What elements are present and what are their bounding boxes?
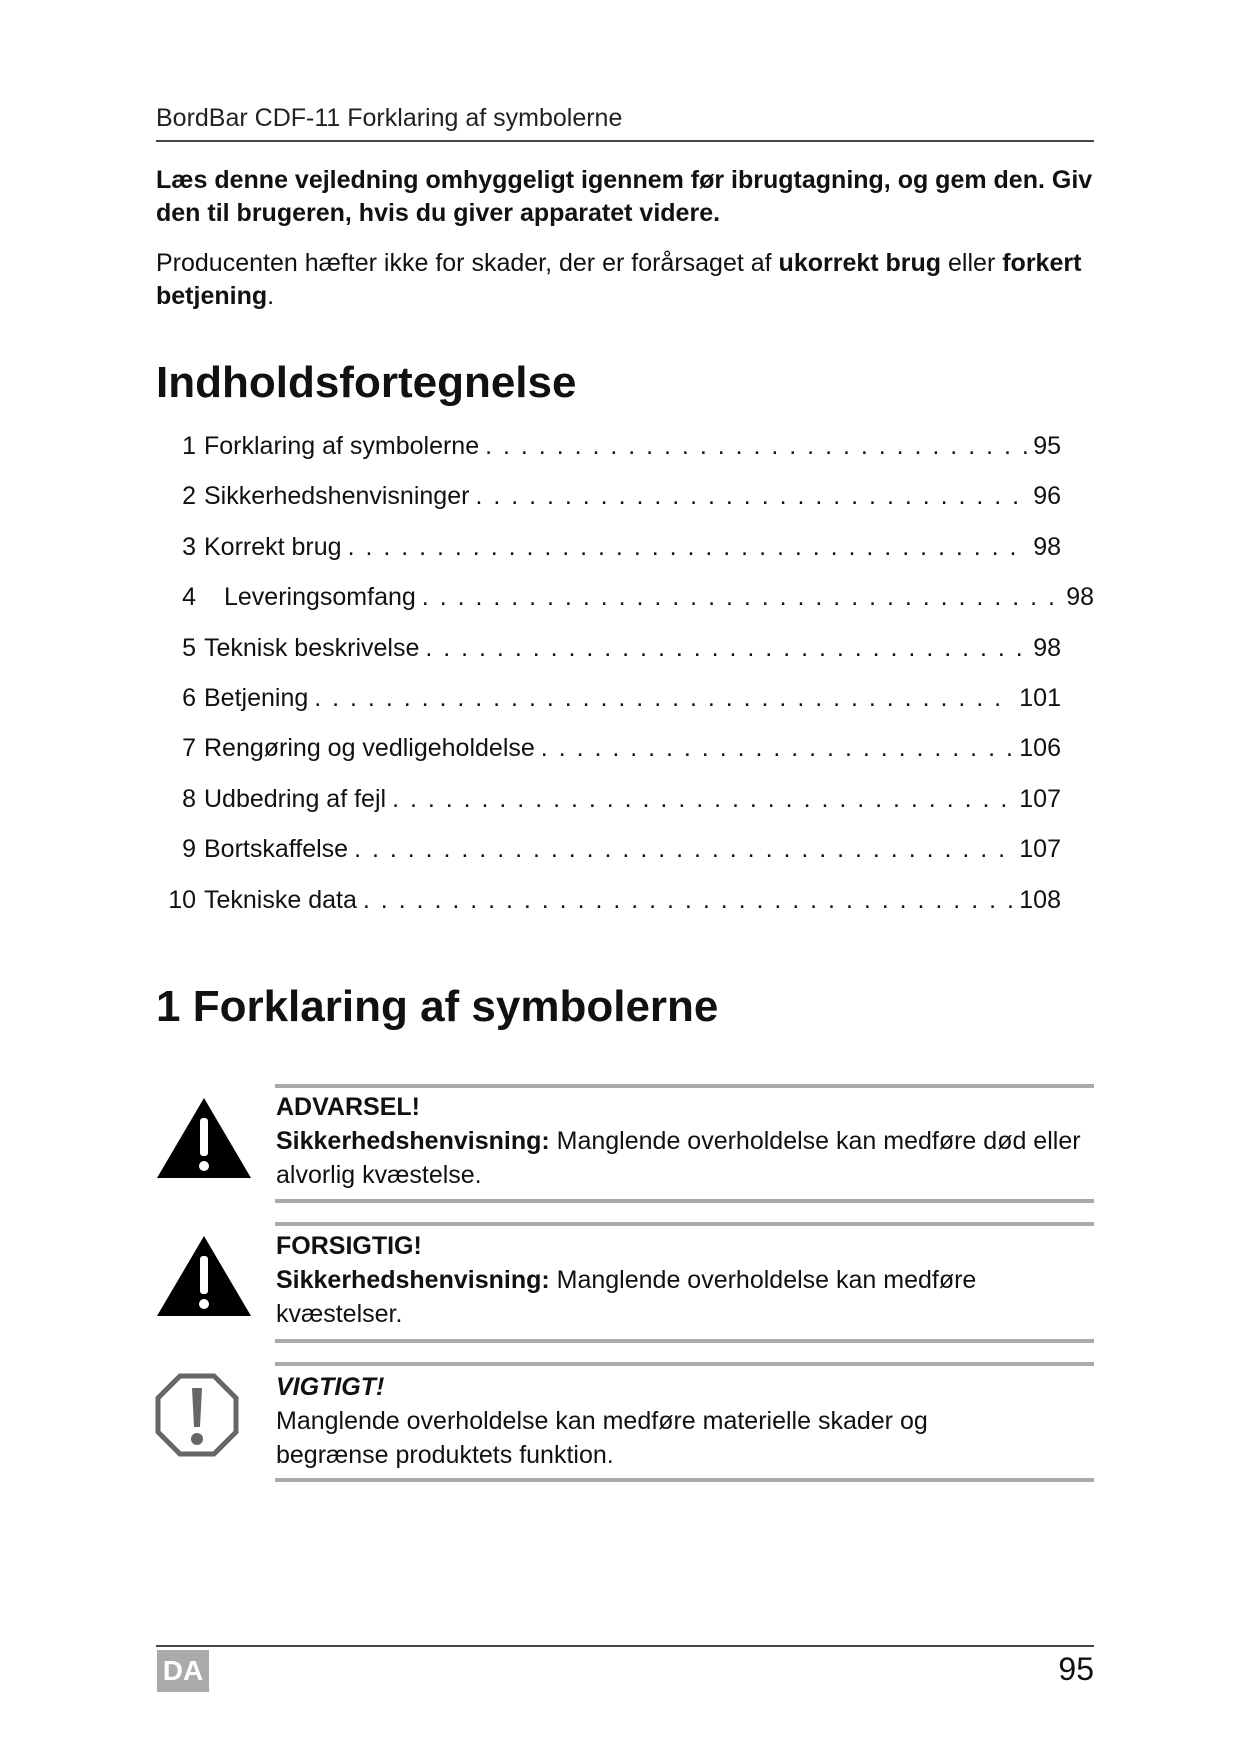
toc-item-number: 10 [168, 885, 196, 914]
note-vigtigt [276, 1370, 1096, 1472]
toc-leader-dots [348, 533, 1028, 562]
note-body: Manglende overholdelse kan medføre materielle skader og begrænse produktets funktion. [276, 1407, 928, 1469]
note-title: ADVARSEL! [276, 1093, 420, 1121]
toc-item-number: 7 [182, 734, 196, 763]
toc-item[interactable] [156, 886, 1061, 926]
toc-item-number: 5 [182, 633, 196, 662]
note-bottom-rule [275, 1199, 1094, 1203]
toc-heading: Indholdsfortegnelse [156, 358, 577, 407]
toc-item[interactable] [156, 785, 1061, 825]
toc-leader-dots [354, 835, 1013, 864]
note-body [276, 1263, 1096, 1331]
toc-item-page: 107 [1019, 784, 1061, 813]
toc-item-label: Teknisk beskrivelse [204, 633, 420, 662]
toc-item[interactable] [156, 482, 1061, 522]
toc-item-page: 98 [1033, 633, 1061, 662]
toc-item-page: 101 [1019, 684, 1061, 712]
note-top-rule [275, 1222, 1094, 1226]
note-forsigtig [276, 1229, 1096, 1331]
liability-prefix: Producenten hæfter ikke for skader, der er forårsaget af [156, 249, 779, 277]
toc-item-label: Rengøring og vedligeholdelse [204, 734, 535, 763]
toc-item[interactable] [156, 684, 1061, 724]
toc-item-number: 4 [182, 583, 196, 612]
toc-item[interactable] [156, 432, 1061, 472]
toc-leader-dots [422, 583, 1060, 612]
toc-item-number: 1 [182, 432, 196, 460]
toc-item-page: 108 [1019, 885, 1061, 914]
toc-item-page: 106 [1019, 734, 1061, 763]
note-top-rule [275, 1362, 1094, 1366]
footer-rule [156, 1645, 1094, 1647]
toc-item-number: 3 [182, 532, 196, 561]
toc-leader-dots [425, 634, 1027, 663]
note-bottom-rule [275, 1478, 1094, 1482]
toc-item[interactable] [156, 734, 1061, 774]
toc-item-label: Korrekt brug [204, 532, 342, 561]
note-body [276, 1124, 1096, 1192]
language-tab: DA [157, 1650, 209, 1692]
toc-item-page: 98 [1066, 583, 1094, 612]
section-1-heading: 1 Forklaring af symbolerne [156, 982, 719, 1031]
toc-item-label: Tekniske data [204, 885, 357, 914]
toc-item-page: 107 [1019, 835, 1061, 864]
toc-item-number: 2 [182, 482, 196, 511]
notice-octagon-icon [155, 1373, 239, 1457]
liability-bold-2: forkert betjening [156, 249, 1082, 310]
toc-leader-dots [363, 886, 1013, 915]
running-header: BordBar CDF-11 Forklaring af symbolerne [156, 104, 623, 132]
toc-leader-dots [392, 785, 1013, 814]
note-title: FORSIGTIG! [276, 1232, 422, 1260]
note-lead: Sikkerhedshenvisning: [276, 1127, 550, 1155]
note-advarsel [276, 1090, 1096, 1192]
toc-item-page: 96 [1033, 482, 1061, 511]
toc-item[interactable] [156, 634, 1061, 674]
note-bottom-rule [275, 1339, 1094, 1343]
toc-item-number: 6 [182, 684, 196, 712]
toc-item[interactable] [156, 533, 1061, 573]
toc-item-label: Udbedring af fejl [204, 784, 387, 813]
header-rule [156, 140, 1094, 142]
warning-triangle-icon [155, 1096, 253, 1180]
toc-leader-dots [485, 432, 1027, 461]
note-text: Manglende overholdelse kan medføre død eller alvorlig kvæstelse. [276, 1127, 1081, 1189]
toc-leader-dots [541, 734, 1014, 763]
note-title: VIGTIGT! [276, 1373, 385, 1401]
toc-leader-dots [314, 684, 1013, 713]
toc-item-label: Sikkerhedshenvisninger [204, 482, 470, 511]
toc-item-number: 8 [182, 784, 196, 813]
note-text: Manglende overholdelse kan medføre kvæstelser. [276, 1266, 977, 1328]
intro-warning-text: Læs denne vejledning omhyggeligt igennem før ibrugtagning, og gem den. Giv den til brugeren, hvis du giver apparatet videre. [156, 166, 1093, 227]
liability-mid: eller [941, 249, 1003, 277]
note-top-rule [275, 1084, 1094, 1088]
toc-item-page: 95 [1033, 432, 1061, 460]
toc-item[interactable] [156, 583, 1094, 623]
liability-text [156, 247, 1106, 313]
liability-bold-1: ukorrekt brug [778, 249, 942, 277]
toc-item[interactable] [156, 835, 1061, 875]
liability-suffix: . [267, 282, 275, 310]
toc-leader-dots [475, 482, 1027, 511]
toc-item-number: 9 [182, 835, 196, 864]
toc-item-label: Leveringsomfang [224, 583, 416, 612]
toc-item-label: Forklaring af symbolerne [204, 432, 480, 460]
caution-triangle-icon [155, 1234, 253, 1318]
note-lead: Sikkerhedshenvisning: [276, 1266, 550, 1294]
page-number: 95 [1058, 1651, 1094, 1687]
toc-item-label: Betjening [204, 684, 309, 712]
toc-item-label: Bortskaffelse [204, 835, 349, 864]
toc-item-page: 98 [1033, 532, 1061, 561]
